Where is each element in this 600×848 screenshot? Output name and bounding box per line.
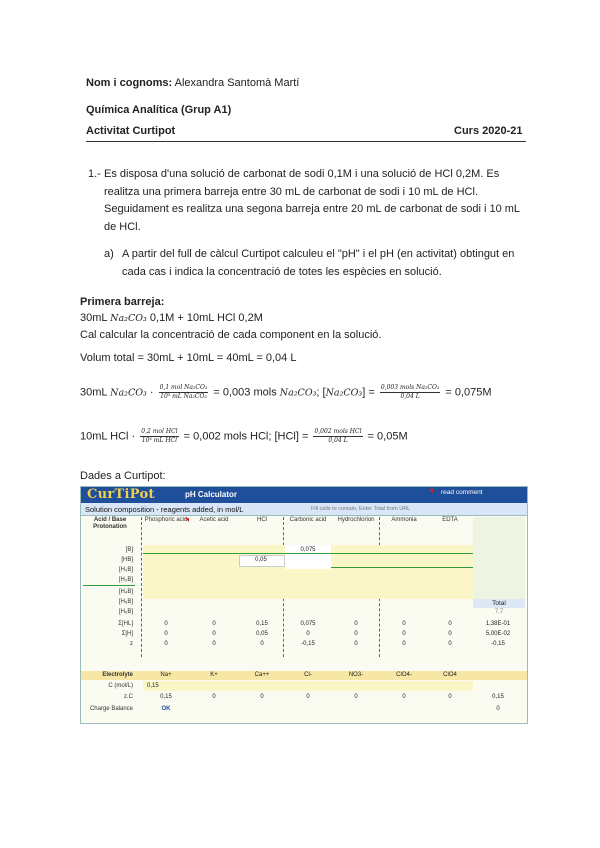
- green-rule: [143, 553, 473, 554]
- course-title: Química Analítica (Grup A1): [86, 104, 232, 116]
- col-edta: EDTA: [442, 517, 458, 523]
- name-line: [86, 77, 299, 89]
- col-phosphoric: Phosphoric acid: [144, 517, 188, 523]
- hcl-value: 0,05: [255, 557, 267, 563]
- table-cell: 0: [448, 641, 452, 647]
- concentration-note: Cal calcular la concentració de cada component en la solució.: [80, 329, 382, 341]
- table-cell: 0: [260, 641, 264, 647]
- header-divider: [86, 141, 526, 142]
- table-cell: 0: [402, 621, 406, 627]
- composition-hint: Fill cells to contain, Enter Total from URL: [311, 506, 411, 512]
- col-carbonic: Carbonic acid: [289, 517, 327, 523]
- side-area: [473, 517, 525, 599]
- carbonate-factor: $\frac{\text{0,1 mol Na₂CO₃}}{\text{10³ mL Na₂CO₃}}$: [159, 384, 208, 400]
- sum-row-label: z: [130, 641, 133, 647]
- row-label: [H₃B]: [118, 577, 133, 583]
- title-bar: [81, 487, 527, 503]
- table-cell: 0: [164, 621, 168, 627]
- first-mix-heading: Primera barreja:: [80, 296, 165, 308]
- question-text: Es disposa d'una solució de carbonat de sodi 0,1M i una solució de HCl 0,2M. Es realitza una primera barreja entre 30 mL de carbonat de sodi i 10 mL de HCl. Seguidament es realitza una segona barreja entre 20 mL de carbonat de sodi i 10 mL de HCl.: [104, 168, 521, 233]
- ph-calculator-title: pH Calculator: [185, 490, 238, 499]
- name-label: Nom i cognoms:: [86, 77, 173, 89]
- green-rule: [83, 585, 135, 586]
- electrolyte-name: Na+: [160, 672, 172, 678]
- row-label: [H₄B]: [118, 589, 133, 595]
- sum-row-label: Σ[HL]: [118, 621, 133, 627]
- hcl-factor: $\frac{\text{0,2 mol HCl}}{\text{10³ mL HCl}}$: [141, 428, 178, 444]
- curtipot-logo: CurTiPot: [87, 487, 155, 502]
- total-volume: Volum total = 30mL + 10mL = 40mL = 0,04 L: [80, 352, 297, 364]
- total-label: Total: [492, 600, 506, 607]
- mix-description: 30mL Na₂CO₃ 0,1M + 10mL HCl 0,2M: [80, 312, 263, 324]
- table-cell: 0,15: [492, 694, 504, 700]
- table-cell: 0: [354, 621, 358, 627]
- table-cell: 0: [448, 621, 452, 627]
- table-cell: 0: [212, 694, 216, 700]
- table-cell: 0: [354, 641, 358, 647]
- sum-row-label: Σ[H]: [121, 631, 133, 637]
- table-cell: 0: [306, 694, 310, 700]
- carbonate-equation: 30mL Na₂CO₃ · $\frac{\text{0,1 mol Na₂CO₃}}{\text{10³ mL Na₂CO₃}}$ = 0,003 mols Na₂CO₃; [Na₂CO₃] = $\frac{\text{0,003 mols Na₂CO₃}}{0,04 L}$ = 0,075M: [80, 384, 492, 400]
- hcl-concentration-fraction: $\frac{\text{0,002 mols HCl}}{0,04 L}$: [314, 428, 362, 444]
- table-cell: -0,15: [491, 641, 505, 647]
- carbonate-concentration-fraction: $\frac{\text{0,003 mols Na₂CO₃}}{0,04 L}$: [380, 384, 440, 400]
- hcl-equation: 10mL HCl · $\frac{\text{0,2 mol HCl}}{\text{10³ mL HCl}}$ = 0,002 mols HCl; [HCl] = $\frac{\text{0,002 mols HCl}}{0,04 L}$ = 0,05M: [80, 428, 408, 444]
- table-cell: 0: [212, 631, 216, 637]
- col-ammonia: Ammonia: [391, 517, 417, 523]
- electrolyte-label: Electrolyte: [102, 672, 133, 678]
- composition-label: Solution composition - reagents added, in mol/L: [85, 505, 244, 514]
- charge-balance-status: OK: [161, 706, 171, 712]
- table-cell: 0: [402, 641, 406, 647]
- student-name: Alexandra Santomà Martí: [174, 77, 300, 89]
- table-cell: 0: [212, 621, 216, 627]
- table-cell: 0: [260, 694, 264, 700]
- electrolyte-name: NO3-: [348, 672, 364, 678]
- table-cell: 0,05: [256, 631, 268, 637]
- zc-label: z.C: [124, 694, 133, 700]
- col-hcl: HCl: [257, 517, 267, 523]
- table-cell: -0,15: [301, 641, 315, 647]
- column-divider: [141, 517, 142, 657]
- curtipot-spreadsheet: [80, 486, 528, 724]
- green-rule: [331, 567, 473, 568]
- table-cell: 5,00E-02: [485, 631, 511, 637]
- c-label: C (mol/L): [108, 683, 133, 689]
- table-cell: 0,15: [256, 621, 268, 627]
- electrolyte-name: Ca++: [254, 672, 270, 678]
- col-acetic: Acetic acid: [199, 517, 229, 523]
- table-cell: 0: [354, 694, 358, 700]
- course-year: Curs 2020-21: [454, 125, 523, 137]
- electrolyte-name: K+: [210, 672, 218, 678]
- activity-title: Activitat Curtipot: [86, 125, 176, 137]
- part-a-text: A partir del full de càlcul Curtipot calculeu el "pH" i el pH (en activitat) obtingut en cada cas i indica la concentració de totes les espècies en solució.: [122, 248, 515, 278]
- curtipot-data-label: Dades a Curtipot:: [80, 470, 166, 482]
- charge-balance-total: 0: [496, 706, 500, 712]
- part-a-label: a): [104, 248, 114, 260]
- table-cell: 0,075: [300, 621, 316, 627]
- charge-balance-label: Charge Balance: [89, 706, 133, 712]
- col-hydrochlorion: Hydrochlorion: [337, 517, 375, 523]
- carbonic-value: 0,075: [300, 547, 316, 553]
- table-cell: 0: [164, 641, 168, 647]
- table-cell: 0: [448, 631, 452, 637]
- table-cell: 0: [306, 631, 310, 637]
- comment-marker-icon: [185, 518, 189, 522]
- row-label: [H₂B]: [119, 567, 133, 573]
- table-cell: 0: [164, 631, 168, 637]
- read-comment-link[interactable]: read comment: [441, 489, 483, 496]
- table-cell: 0: [402, 631, 406, 637]
- table-cell: 0: [212, 641, 216, 647]
- total-value: 7,7: [494, 609, 504, 615]
- table-cell: 0: [448, 694, 452, 700]
- row-label: [HB]: [121, 557, 133, 563]
- electrolyte-name: ClO4: [443, 672, 457, 678]
- electrolyte-name: ClO4-: [396, 672, 412, 678]
- c-value: 0,15: [147, 683, 159, 689]
- table-cell: 0: [354, 631, 358, 637]
- composition-bar: [81, 503, 527, 516]
- table-cell: 0: [402, 694, 406, 700]
- row-label: [H₅B]: [118, 599, 133, 605]
- electrolyte-name: Cl-: [304, 672, 312, 678]
- row-label: [B]: [125, 547, 133, 553]
- comment-marker-icon: [429, 489, 433, 493]
- question-number: 1.-: [88, 168, 101, 180]
- row-header: Acid / Base Protonation: [93, 517, 127, 530]
- row-label: [H₆B]: [118, 609, 133, 615]
- table-cell: 1,38E-01: [485, 621, 511, 627]
- table-cell: 0,15: [160, 694, 172, 700]
